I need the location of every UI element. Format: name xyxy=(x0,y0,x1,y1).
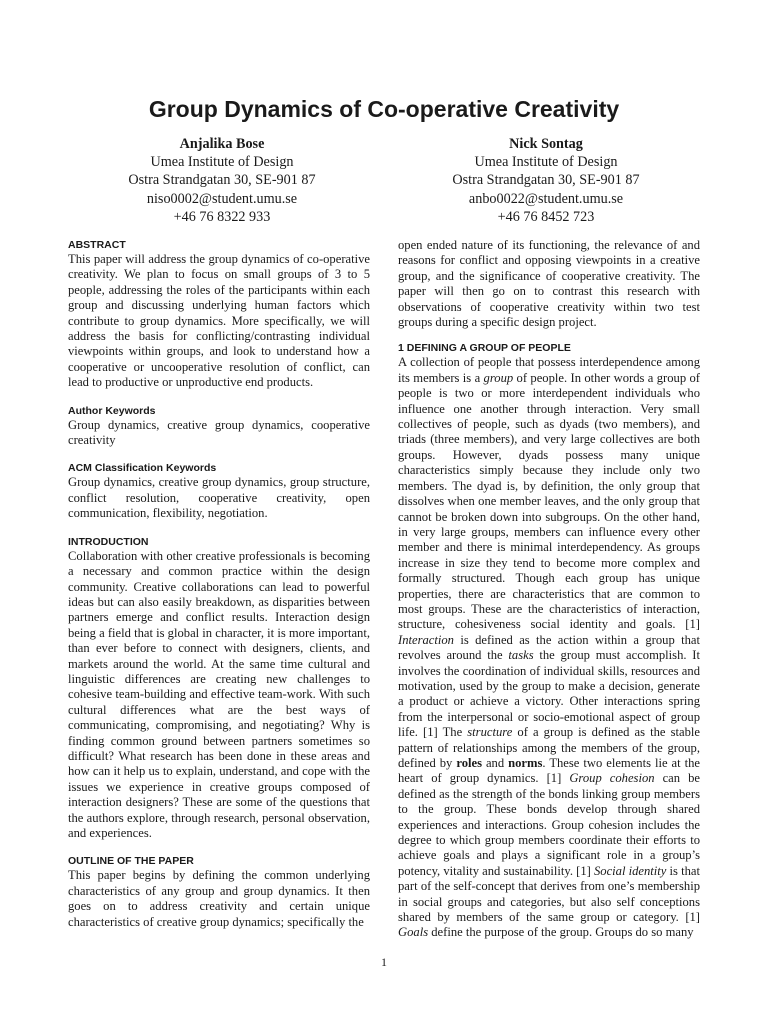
text-run: the group must accomplish. It involves the coordination of individual skills, resources and motivation, used by the group to make a decision, generate a product or achieve a victory. Other interactions spring from the interpersonal or socio-emotional aspect of group life. [1] The xyxy=(398,648,701,740)
left-column xyxy=(68,238,370,930)
section-1-text xyxy=(398,355,700,940)
author-address: Ostra Strandgatan 30, SE-901 87 xyxy=(128,172,316,189)
author-block-1 xyxy=(72,135,372,226)
author-phone: +46 76 8452 723 xyxy=(497,208,595,225)
author-institute: Umea Institute of Design xyxy=(150,154,294,171)
term-group-cohesion: Group cohesion xyxy=(569,771,655,786)
term-goals: Goals xyxy=(398,925,429,940)
term-tasks: tasks xyxy=(508,648,534,663)
text-run: can be defined as the strength of the bonds linking group members to the group. These bonds develop through shared experiences and interactions. Group cohesion includes the degree to which group members coordinate their efforts to achieve goals and plays a significant role in a group’s potency, vitality and sustainability. [1] xyxy=(398,771,700,878)
author-address: Ostra Strandgatan 30, SE-901 87 xyxy=(452,172,640,189)
text-run: of a group is defined as the stable pattern of relationships among the members of the group, defined by xyxy=(398,725,700,770)
author-email: niso0002@student.umu.se xyxy=(146,190,298,207)
outline-text: This paper begins by defining the common underlying characteristics of any group and group dynamics. It then goes on to address creativity and certain unique characteristics of creative group dynamics; specifically the xyxy=(68,868,370,929)
page-number: 1 xyxy=(381,955,387,969)
text-run: . These two elements lie at the heart of group dynamics. [1] xyxy=(398,756,700,786)
text-run: A collection of people that possess interdependence among its members is a xyxy=(398,355,700,385)
author-name: Anjalika Bose xyxy=(179,136,265,152)
text-run: of people. In other words a group of people is two or more interdependent individuals who influence one another through interaction. Very small collectives of people, such as dyads (two members), and triads (three members), and very large collectives are both groups. However, dyads possess many unique characteristics simply because they include only two members. The dyad is, by definition, the only group that dissolves when one member leaves, and the only group that cannot be broken down into subgroups. On the other hand, in very large groups, members can influence every other member and there is minimal interdependency. As groups increase in size they tend to become more complex and formally structured. Though each group has unique properties, there are characteristics that are common to most groups. These are the characteristics of interaction, structure, cohesiveness social identity and goals. [1] xyxy=(398,370,700,632)
introduction-text: Collaboration with other creative professionals is becoming a necessary and common practice within the design community. Creative collaborations can lead to powerful ideas but can also easily breakdown, as disparities between partners emerge and conflict results. Interaction design being a field that is global in character, it is more important, than ever before to connect with designers, clients, and markets around the world. At the same time cultural and linguistic differences are creating new challenges to cohesive team-building and effective team-work. With such cultural differences what are the best ways of communicating, compromising, and negotiating? Why is finding common ground between partners sometimes so difficult? What research has been done in these areas and how can it help us to explain, understand, and cope with the issues we experience in creative groups composed of interaction designers? These are some of the questions that the authors explore, through research, personal observation, and experiences. xyxy=(68,548,371,840)
text-run: and xyxy=(481,756,509,770)
author-keywords-heading: Author Keywords xyxy=(68,404,156,417)
text-run: is defined as the action within a group that revolves around the xyxy=(398,632,700,663)
text-run: is that part of the self-concept that derives from one’s membership in social groups and categories, but also self conceptions shared by members of the same group or category. [1] xyxy=(398,863,700,925)
paper-title: Group Dynamics of Co-operative Creativity xyxy=(148,96,620,122)
author-email: anbo0022@student.umu.se xyxy=(468,190,624,207)
term-structure: structure xyxy=(467,725,513,740)
author-block-2 xyxy=(396,135,696,226)
outline-heading: OUTLINE OF THE PAPER xyxy=(68,855,194,868)
outline-continued-text: open ended nature of its functioning, the relevance of and reasons for conflict and opposing viewpoints in a creative group, and the significance of cooperative creativity. The paper will then go on to contrast this research with observations of cooperative creativity within two test groups during a specific design project. xyxy=(398,238,700,330)
author-phone: +46 76 8322 933 xyxy=(173,208,271,225)
acm-keywords-text: Group dynamics, creative group dynamics, group structure, conflict resolution, cooperative creativity, open communication, flexibility, negotiation. xyxy=(68,475,370,521)
abstract-heading: ABSTRACT xyxy=(68,239,126,251)
author-keywords-text: Group dynamics, creative group dynamics, cooperative creativity xyxy=(68,417,370,448)
term-roles: roles xyxy=(456,756,482,770)
term-interaction: Interaction xyxy=(398,632,454,647)
introduction-heading: INTRODUCTION xyxy=(68,535,149,548)
author-institute: Umea Institute of Design xyxy=(474,154,618,171)
text-run: define the purpose of the group. Groups do so many xyxy=(428,925,694,940)
term-social-identity: Social identity xyxy=(594,863,667,878)
term-group: group xyxy=(483,370,514,385)
author-name: Nick Sontag xyxy=(509,136,583,152)
abstract-text: This paper will address the group dynamics of co-operative creativity. We plan to focus on small groups of 3 to 5 people, addressing the roles of the participants within each group and discussing underlying human factors which contribute to group dynamics. More specifically, we will address the basis for conflicting/contrasting individual viewpoints within groups, and look to understand how a cooperative or uncooperative resolution of conflict, can lead to productive or unproductive end products. xyxy=(68,252,370,390)
acm-keywords-heading: ACM Classification Keywords xyxy=(68,462,217,475)
term-norms: norms xyxy=(508,756,543,770)
section-1-heading: 1 DEFINING A GROUP OF PEOPLE xyxy=(398,342,571,355)
right-column xyxy=(398,238,700,941)
